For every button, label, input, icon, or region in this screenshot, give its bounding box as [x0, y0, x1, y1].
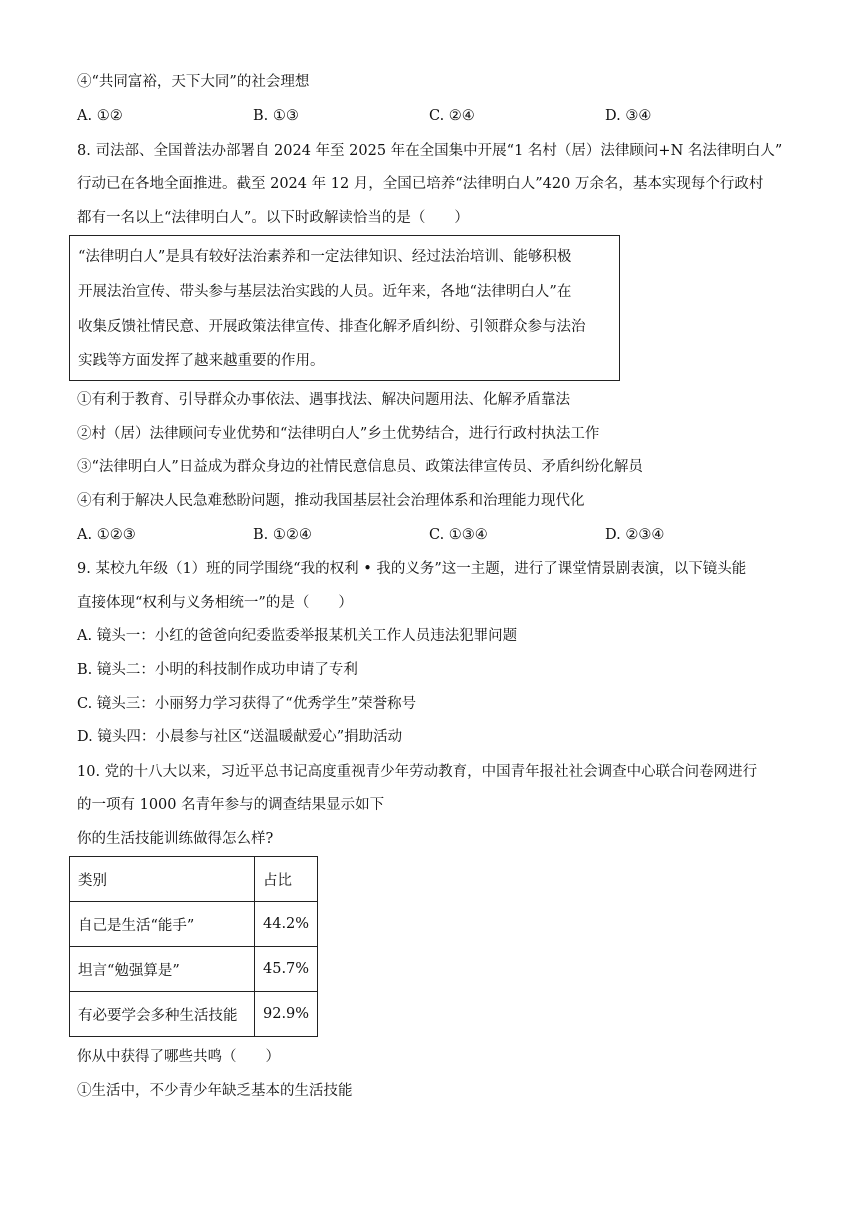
q8-item-1: ①有利于教育、引导群众办事依法、遇事找法、解决问题用法、化解矛盾靠法	[77, 392, 570, 408]
table-cell-percent: 44.2%	[255, 902, 318, 947]
q8-material-line-4: 实践等方面发挥了越来越重要的作用。	[78, 353, 325, 369]
table-row	[70, 902, 318, 947]
q10-item-1: ①生活中，不少青少年缺乏基本的生活技能	[77, 1083, 353, 1099]
q7-option-d: D. ③④	[605, 108, 652, 124]
q10-survey-title: 你的生活技能训练做得怎么样?	[77, 831, 274, 847]
table-cell-category: 自己是生活“能手”	[70, 902, 255, 947]
q8-stem-line-2: 行动已在各地全面推进。截至 2024 年 12 月，全国已培养“法律明白人”420 万余名，基本实现每个行政村	[77, 176, 764, 192]
table-cell-percent: 45.7%	[255, 947, 318, 992]
q8-option-c: C. ①③④	[429, 527, 488, 543]
q10-survey-table	[69, 856, 318, 1037]
q9-option-c: C. 镜头三：小丽努力学习获得了“优秀学生”荣誉称号	[77, 696, 417, 712]
q9-option-d: D. 镜头四：小晨参与社区“送温暖献爱心”捐助活动	[77, 729, 403, 745]
q8-material-line-2: 开展法治宣传、带头参与基层法治实践的人员。近年来，各地“法律明白人”在	[78, 284, 572, 300]
q8-option-d: D. ②③④	[605, 527, 665, 543]
q8-item-2: ②村（居）法律顾问专业优势和“法律明白人”乡土优势结合，进行行政村执法工作	[77, 426, 600, 442]
q8-stem-line-3: 都有一名以上“法律明白人”。以下时政解读恰当的是（ ）	[77, 210, 469, 226]
table-cell-category: 坦言“勉强算是”	[70, 947, 255, 992]
q9-option-b: B. 镜头二：小明的科技制作成功申请了专利	[77, 662, 358, 678]
q8-item-4: ④有利于解决人民急难愁盼问题，推动我国基层社会治理体系和治理能力现代化	[77, 493, 585, 509]
q8-item-3: ③“法律明白人”日益成为群众身边的社情民意信息员、政策法律宣传员、矛盾纠纷化解员	[77, 459, 643, 475]
q8-material-line-1: “法律明白人”是具有较好法治素养和一定法律知识、经过法治培训、能够积极	[78, 249, 572, 265]
q9-stem-line-1: 9. 某校九年级（1）班的同学围绕“我的权利 • 我的义务”这一主题，进行了课堂情景剧表演，以下镜头能	[77, 561, 747, 577]
table-cell-percent: 92.9%	[255, 992, 318, 1037]
q8-option-b: B. ①②④	[253, 527, 312, 543]
q7-option-b: B. ①③	[253, 108, 299, 124]
q7-item-4: ④“共同富裕，天下大同”的社会理想	[77, 74, 310, 90]
q8-stem-line-1: 8. 司法部、全国普法办部署自 2024 年至 2025 年在全国集中开展“1 名村（居）法律顾问+N 名法律明白人”	[77, 143, 783, 159]
table-cell-category: 有必要学会多种生活技能	[70, 992, 255, 1037]
q10-stem-line-2: 的一项有 1000 名青年参与的调查结果显示如下	[77, 797, 385, 813]
q10-stem-line-1: 10. 党的十八大以来，习近平总书记高度重视青少年劳动教育，中国青年报社社会调查中心联合问卷网进行	[77, 764, 758, 780]
q7-option-a: A. ①②	[77, 108, 123, 124]
table-header-row	[70, 857, 318, 902]
q8-material-line-3: 收集反馈社情民意、开展政策法律宣传、排查化解矛盾纠纷、引领群众参与法治	[78, 319, 586, 335]
q8-material-box	[69, 235, 620, 381]
q8-option-a: A. ①②③	[77, 527, 136, 543]
table-row	[70, 992, 318, 1037]
q9-stem-line-2: 直接体现“权利与义务相统一”的是（ ）	[77, 595, 353, 611]
table-row	[70, 947, 318, 992]
q10-question: 你从中获得了哪些共鸣（ ）	[77, 1049, 280, 1065]
table-header-category: 类别	[70, 857, 255, 902]
q7-option-c: C. ②④	[429, 108, 475, 124]
q9-option-a: A. 镜头一：小红的爸爸向纪委监委举报某机关工作人员违法犯罪问题	[77, 628, 518, 644]
table-header-percent: 占比	[255, 857, 318, 902]
